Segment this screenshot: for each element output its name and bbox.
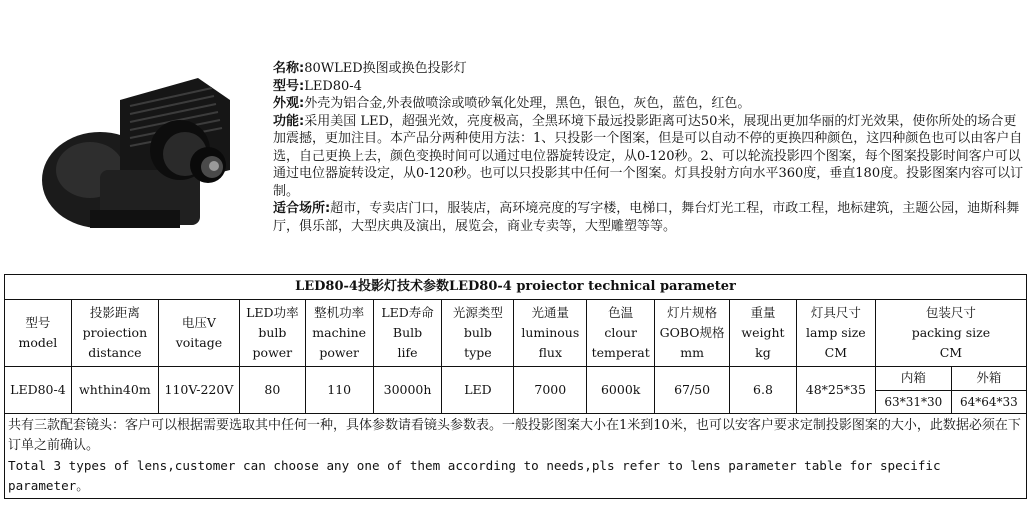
cell-lamp-size: 48*25*35	[796, 367, 875, 414]
model-line	[273, 78, 1025, 96]
header-color-temp: 色温 clour temperat	[587, 300, 655, 367]
product-function: 采用美国 LED，超强光效，亮度极高，全黑环境下最远投影距离可达50米，展现出更加华丽的灯光效果，使你所处的场合更加震撼，更加注目。本产品分两种使用方法：1、只投影一个图案，但是可以自动不停的更换四种颜色，这四种颜色也可以由客户自选，自己更换上去，颜色变换时间可以通过电位器旋转设定，从0-120秒。2、可以轮流投影四个图案，每个图案投影时间客户可以通过电位器旋转设定，从0-120秒。也可以只投影其中任何一个图案。灯具投射方向水平360度，垂直180度。投影图案内容可以订制。	[273, 113, 1024, 199]
header-gobo: 灯片规格 GOBO规格mm	[655, 300, 730, 367]
function-line	[273, 113, 1025, 201]
cell-outer-box: 64*64*33	[951, 390, 1026, 414]
venues-line	[273, 200, 1025, 235]
cell-bulb-life: 30000h	[373, 367, 442, 414]
notes-cell	[5, 414, 1027, 499]
header-bulb-power: LED功率 bulb power	[239, 300, 305, 367]
model-label: 型号:	[273, 78, 305, 94]
spec-table	[4, 274, 1027, 499]
cell-model: LED80-4	[5, 367, 72, 414]
cell-machine-power: 110	[305, 367, 373, 414]
product-appearance: 外壳为铝合金,外表做喷涂或喷砂氧化处理，黑色，银色，灰色，蓝色，红色。	[304, 96, 751, 111]
product-name: 80WLED换图或换色投影灯	[304, 61, 467, 76]
note-english: Total 3 types of lens,customer can choose any one of them according to needs,pls refer to lens parameter table for specific parameter。	[8, 458, 941, 493]
cell-flux: 7000	[514, 367, 587, 414]
header-distance: 投影距离 proiection distance	[71, 300, 158, 367]
cell-weight: 6.8	[730, 367, 797, 414]
header-voltage: 电压V voitage	[158, 300, 239, 367]
header-lamp-size: 灯具尺寸 lamp size CM	[796, 300, 875, 367]
venues-label: 适合场所:	[273, 201, 331, 216]
appearance-line	[273, 95, 1025, 113]
notes-row	[5, 414, 1027, 499]
header-bulb-life: LED寿命 Bulb life	[373, 300, 442, 367]
note-chinese: 共有三款配套镜头：客户可以根据需要选取其中任何一种，具体参数请看镜头参数表。一般投影图案大小在1米到10米，也可以安客户要求定制投影图案的大小，此数据必须在下订单之前确认。	[8, 418, 1021, 453]
product-model: LED80-4	[304, 78, 362, 94]
function-label: 功能:	[273, 113, 305, 129]
cell-distance: whthin40m	[71, 367, 158, 414]
cell-voltage: 110V-220V	[158, 367, 239, 414]
header-model: 型号 model	[5, 300, 72, 367]
name-label: 名称:	[273, 61, 305, 76]
product-image	[30, 60, 252, 240]
header-weight: 重量 weight kg	[730, 300, 797, 367]
cell-bulb-power: 80	[239, 367, 305, 414]
table-row	[5, 367, 1027, 391]
cell-outer-box-label: 外箱	[951, 367, 1026, 391]
cell-gobo: 67/50	[655, 367, 730, 414]
header-machine-power: 整机功率 machine power	[305, 300, 373, 367]
product-venues: 超市，专卖店门口，服装店，高环境亮度的写字楼，电梯口，舞台灯光工程，市政工程，地标建筑，主题公园，迪斯科舞厅，俱乐部，大型庆典及演出，展览会，商业专卖等，大型雕塑等等。	[273, 201, 1020, 234]
name-line	[273, 60, 1025, 78]
cell-inner-box: 63*31*30	[875, 390, 951, 414]
header-flux: 光通量 luminous flux	[514, 300, 587, 367]
cell-color-temp: 6000k	[587, 367, 655, 414]
product-description	[273, 60, 1025, 235]
appearance-label: 外观:	[273, 96, 305, 111]
header-packing-size: 包装尺寸 packing size CM	[875, 300, 1026, 367]
cell-bulb-type: LED	[442, 367, 514, 414]
cell-inner-box-label: 内箱	[875, 367, 951, 391]
header-bulb-type: 光源类型 bulb type	[442, 300, 514, 367]
table-title: LED80-4投影灯技术参数LED80-4 proiector technical parameter	[5, 275, 1027, 300]
header-row	[5, 300, 1027, 367]
